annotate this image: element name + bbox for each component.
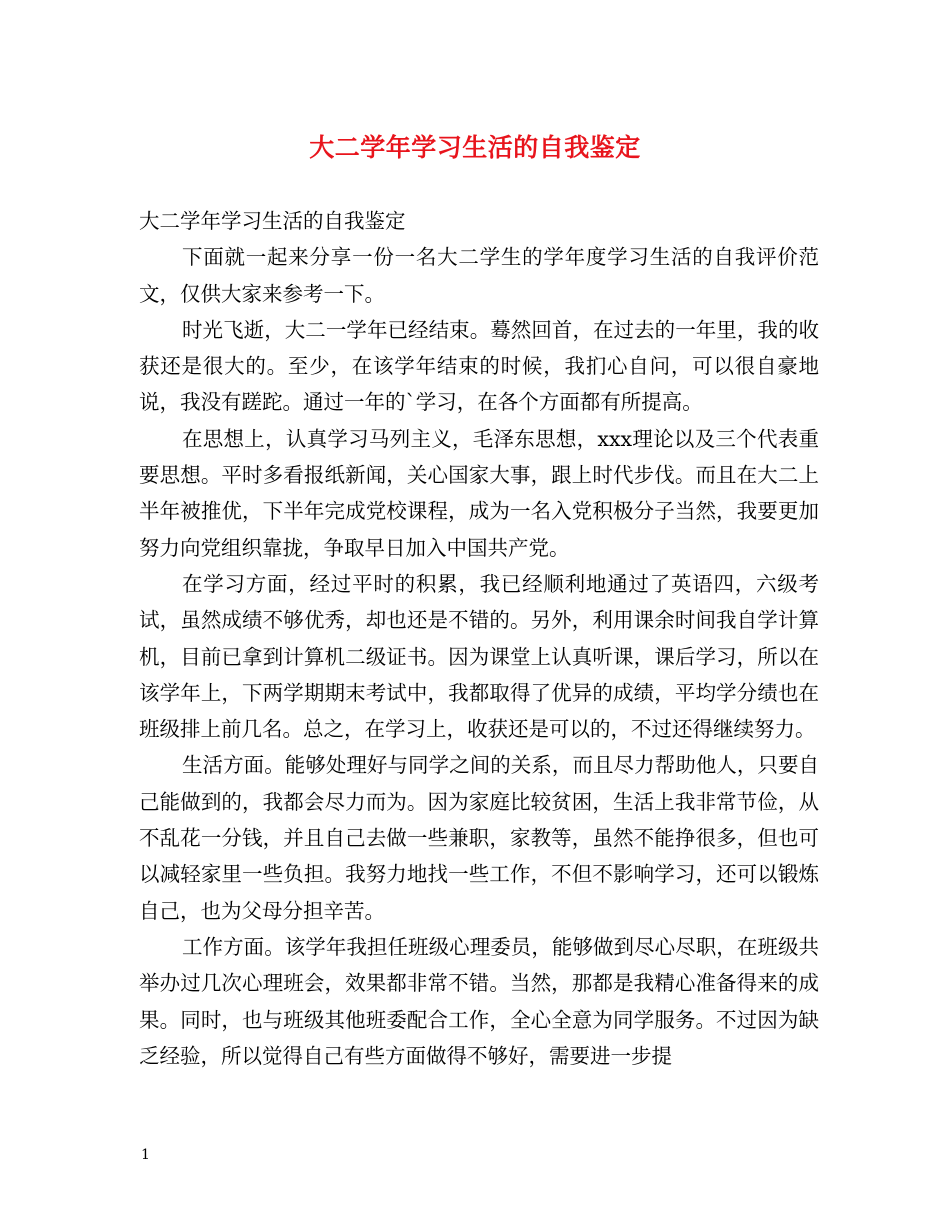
- paragraph-work: 工作方面。该学年我担任班级心理委员，能够做到尽心尽职，在班级共举办过几次心理班会，效果都非常不错。当然，那都是我精心准备得来的成果。同时，也与班级其他班委配合工作，全心全意为同学服务。不过因为缺乏经验，所以觉得自己有些方面做得不够好，需要进一步提: [139, 934, 819, 1068]
- paragraph-study: 在学习方面，经过平时的积累，我已经顺利地通过了英语四，六级考试，虽然成绩不够优秀，却也还是不错的。另外，利用课余时间我自学计算机，目前已拿到计算机二级证书。因为课堂上认真听课，课后学习，所以在该学年上，下两学期期末考试中，我都取得了优异的成绩，平均学分绩也在班级排上前几名。总之，在学习上，收获还是可以的，不过还得继续努力。: [139, 571, 819, 742]
- paragraph-intro: 下面就一起来分享一份一名大二学生的学年度学习生活的自我评价范文，仅供大家来参考一下。: [139, 245, 819, 306]
- document-title: 大二学年学习生活的自我鉴定: [309, 133, 641, 162]
- paragraph-summary: 时光飞逝，大二一学年已经结束。蓦然回首，在过去的一年里，我的收获还是很大的。至少，在该学年结束的时候，我扪心自问，可以很自豪地说，我没有蹉跎。通过一年的`学习，在各个方面都有所提高。: [139, 317, 819, 415]
- page-number: 1: [141, 1147, 150, 1163]
- paragraph-life: 生活方面。能够处理好与同学之间的关系，而且尽力帮助他人，只要自己能做到的，我都会尽力而为。因为家庭比较贫困，生活上我非常节俭，从不乱花一分钱，并且自己去做一些兼职，家教等，虽然不能挣很多，但也可以减轻家里一些负担。我努力地找一些工作，不但不影响学习，还可以锻炼自己，也为父母分担辛苦。: [139, 753, 819, 923]
- paragraph-thought: 在思想上，认真学习马列主义，毛泽东思想，xxx理论以及三个代表重要思想。平时多看报纸新闻，关心国家大事，跟上时代步伐。而且在大二上半年被推优，下半年完成党校课程，成为一名入党积极分子当然，我要更加努力向党组织靠拢，争取早日加入中国共产党。: [139, 426, 819, 560]
- document-body: [139, 203, 819, 1074]
- document-subtitle: 大二学年学习生活的自我鉴定: [139, 209, 406, 233]
